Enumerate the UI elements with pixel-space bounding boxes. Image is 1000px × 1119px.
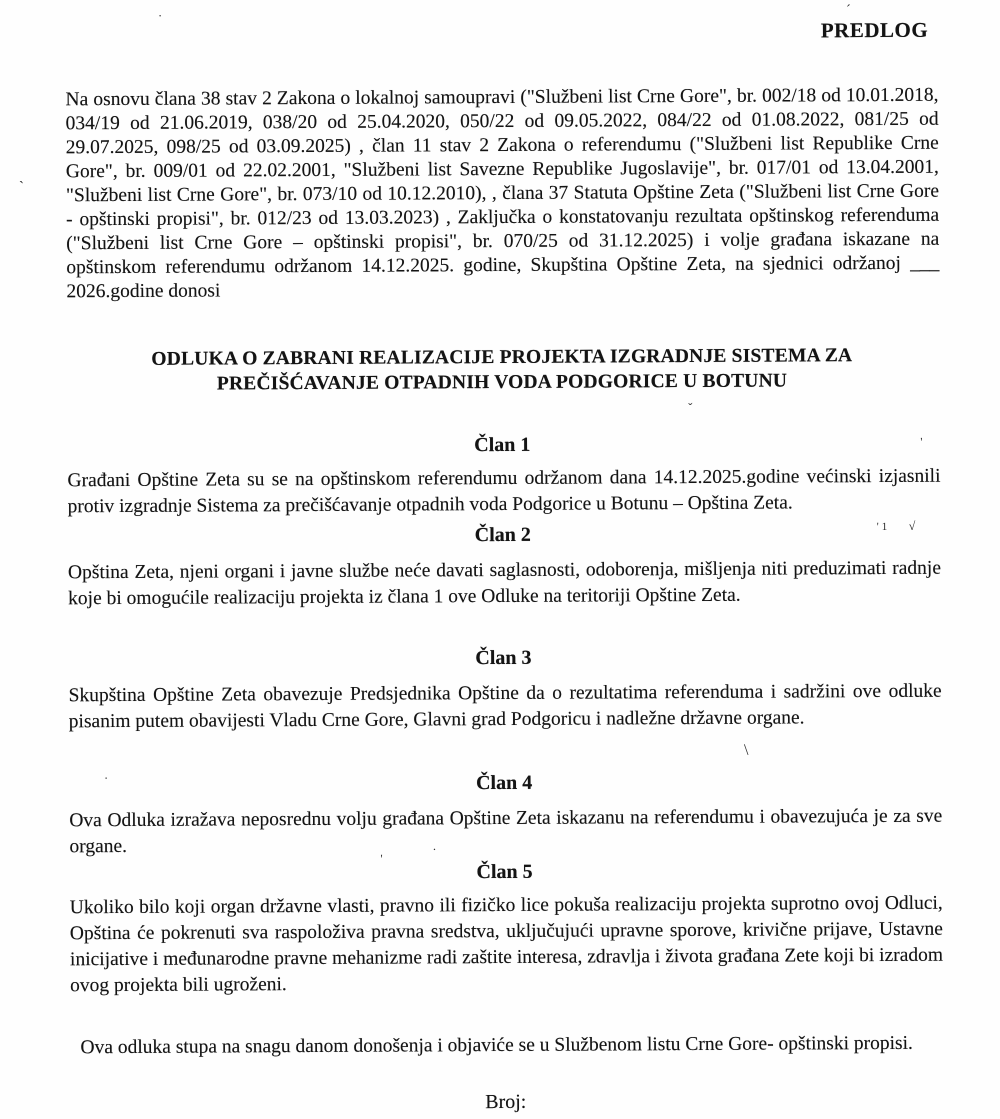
document-tag-predlog: PREDLOG (820, 17, 929, 43)
article-2-body: Opština Zeta, njeni organi i javne službe neće davati saglasnosti, odoborenja, mišljenja niti preduzimati radnje koje bi omogućile realizaciju projekta iz člana 1 ove Odluke na teritoriji Opštine Zeta. (67, 557, 942, 610)
article-3-body: Skupština Opštine Zeta obavezuje Predsjednika Opštine da o rezultatima referenduma i sadržini ove odluke pisanim putem obavijesti Vladu Crne Gore, Glavni grad Podgoricu i nadležne državne organe. (68, 680, 942, 733)
scan-artifact-tick: ´ (846, 3, 851, 19)
preamble-paragraph: Na osnovu člana 38 stav 2 Zakona o lokalnoj samoupravi ("Službeni list Crne Gore", br. 002/18 od 10.01.2018, 034/19 od 21.06.2019, 038/20 od 25.04.2020, 050/22 od 09.05.2022, 084/22 od 01.08.2022, 081/25 od 29.07.2025, 098/25 od 03.09.2025) , član 11 stav 2 Zakona o referendumu ("Službeni list Republike Crne Gore", br. 009/01 od 22.02.2001, "Službeni list Savezne Republike Jugoslavije", br. 017/01 od 13.04.2001, "Službeni list Crne Gore", br. 073/10 od 10.12.2010), , člana 37 Statuta Opštine Zeta ("Službeni list Crne Gore - opštinski propisi", br. 012/23 od 13.03.2023) , Zaključka o konstatovanju rezultata opštinskog referenduma ("Službeni list Crne Gore – opštinski propisi", br. 070/25 od 31.12.2025) i volje građana iskazane na opštinskom referendumu održanom 14.12.2025. godine, Skupština Opštine Zeta, na sjednici održanoj ___ 2026.godine donosi (65, 84, 940, 303)
scan-artifact-speck: '1 (876, 520, 891, 534)
scan-artifact-tick: ` (18, 179, 25, 196)
scan-artifact-dot: · (432, 842, 437, 857)
decision-title-line1: ODLUKA O ZABRANI REALIZACIJE PROJEKTA IZGRADNJE SISTEMA ZA (151, 345, 853, 370)
decision-title-line2: PREČIŠĆAVANJE OTPADNIH VODA PODGORICE U BOTUNU (216, 370, 788, 395)
scan-artifact-speck: √ (908, 518, 916, 533)
scan-artifact-tick: ' (380, 851, 383, 866)
scan-artifact-stroke: \ (743, 741, 749, 759)
entry-into-force-paragraph: Ova odluka stupa na snagu danom donošenja i objaviće se u Službenom listu Crne Gore- opštinski propisi. (80, 1032, 913, 1059)
scan-artifact-tick: ' (920, 434, 923, 449)
scan-artifact-dot: · (158, 8, 163, 23)
decision-title (2, 342, 1000, 397)
article-5-heading: Član 5 (476, 860, 533, 884)
article-4-heading: Član 4 (475, 771, 533, 795)
article-1-body: Građani Opštine Zeta su se na opštinskom referendumu održanom dana 14.12.2025.godine većinski izjasnili protiv izgradnje Sistema za prečišćavanje otpadnih voda Podgorice u Botunu – Opština Zeta. (67, 465, 941, 518)
document-number-label: Broj: (485, 1090, 527, 1114)
article-5-body: Ukoliko bilo koji organ državne vlasti, pravno ili fizičko lice pokuša realizaciju projekta suprotno ovoj Odluci, Opština će pokrenuti sva raspoloživa pravna sredstva, uključujući upravne sporove, krivične prijave, Ustavne inicijative i međunarodne pravne mehanizme radi zaštite interesa, zdravlja i života građana Zete koji bi izradom ovog projekta bili ugroženi. (69, 892, 944, 997)
article-3-heading: Član 3 (475, 646, 532, 670)
scan-artifact-dot: · (104, 771, 109, 786)
article-2-heading: Član 2 (474, 523, 531, 547)
article-1-heading: Član 1 (474, 433, 531, 457)
article-4-body: Ova Odluka izražava neposrednu volju građana Opštine Zeta iskazanu na referendumu i obavezujuća je za sve organe. (69, 805, 943, 858)
scan-artifact-caret: ˇ (688, 399, 693, 416)
